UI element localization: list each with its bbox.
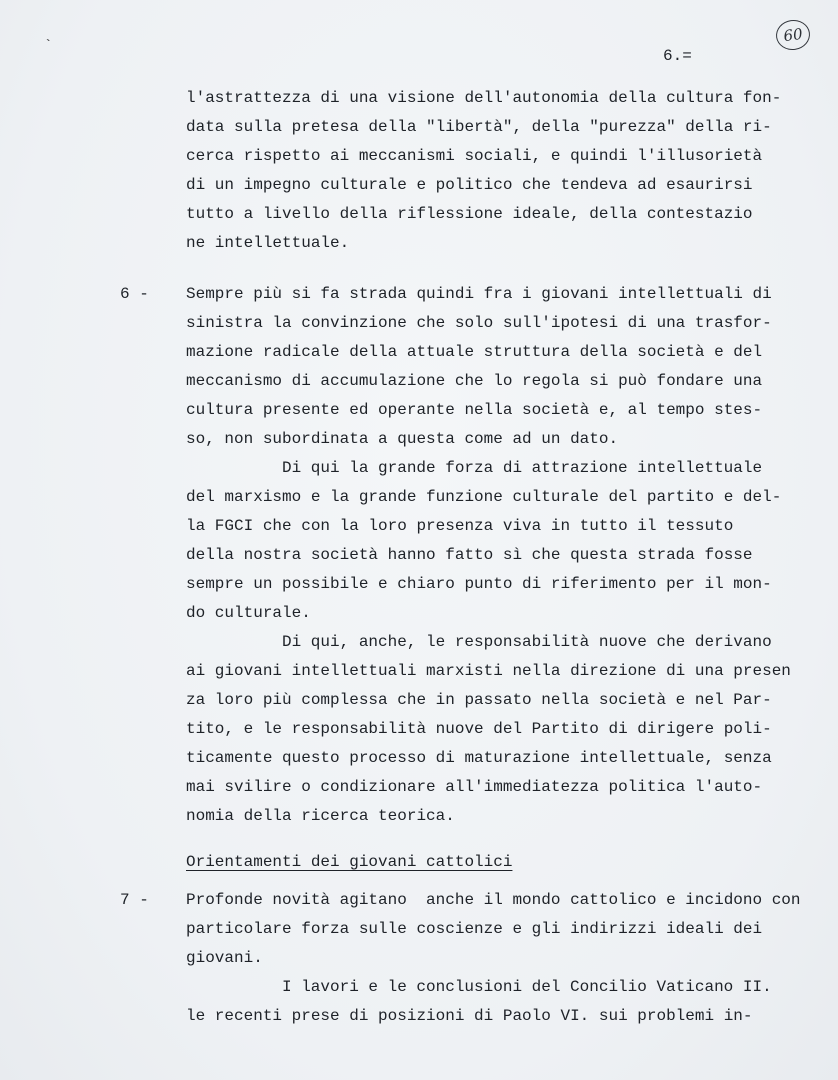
page-number: 6.= <box>663 47 692 65</box>
text-line: le recenti prese di posizioni di Paolo VI. sui problemi in- <box>186 1007 753 1025</box>
text-line: Sempre più si fa strada quindi fra i giovani intellettuali di <box>186 285 772 303</box>
text-line: cerca rispetto ai meccanismi sociali, e quindi l'illusorietà <box>186 147 763 165</box>
text-line: della nostra società hanno fatto sì che questa strada fosse <box>186 546 753 564</box>
text-line: so, non subordinata a questa come ad un dato. <box>186 430 619 448</box>
text-line: do culturale. <box>186 604 311 622</box>
text-line: tito, e le responsabilità nuove del Partito di dirigere poli- <box>186 720 772 738</box>
text-line: tutto a livello della riflessione ideale, della contestazio <box>186 205 753 223</box>
text-line: I lavori e le conclusioni del Concilio Vaticano II. <box>282 978 772 996</box>
text-line: Di qui, anche, le responsabilità nuove che derivano <box>282 633 772 651</box>
text-line: mazione radicale della attuale struttura della società e del <box>186 343 763 361</box>
stray-mark: ` <box>44 38 53 54</box>
text-line: giovani. <box>186 949 263 967</box>
text-line: Di qui la grande forza di attrazione intellettuale <box>282 459 763 477</box>
text-line: di un impegno culturale e politico che tendeva ad esaurirsi <box>186 176 753 194</box>
text-line: ticamente questo processo di maturazione intellettuale, senza <box>186 749 772 767</box>
section-number: 6 - <box>120 285 149 303</box>
text-line: sempre un possibile e chiaro punto di riferimento per il mon- <box>186 575 772 593</box>
text-line: la FGCI che con la loro presenza viva in tutto il tessuto <box>186 517 734 535</box>
text-line: data sulla pretesa della "libertà", della "purezza" della ri- <box>186 118 772 136</box>
section-number: 7 - <box>120 891 149 909</box>
text-line: Profonde novità agitano anche il mondo cattolico e incidono con <box>186 891 801 909</box>
text-line: za loro più complessa che in passato nella società e nel Par- <box>186 691 772 709</box>
text-line: del marxismo e la grande funzione culturale del partito e del- <box>186 488 782 506</box>
text-line: cultura presente ed operante nella società e, al tempo stes- <box>186 401 763 419</box>
text-line: meccanismo di accumulazione che lo regola si può fondare una <box>186 372 763 390</box>
text-line: ne intellettuale. <box>186 234 350 252</box>
archive-stamp: 60 <box>774 18 812 52</box>
text-line: nomia della ricerca teorica. <box>186 807 455 825</box>
text-line: particolare forza sulle coscienze e gli indirizzi ideali dei <box>186 920 763 938</box>
text-line: l'astrattezza di una visione dell'autonomia della cultura fon- <box>186 89 782 107</box>
text-line: sinistra la convinzione che solo sull'ipotesi di una trasfor- <box>186 314 772 332</box>
section-heading: Orientamenti dei giovani cattolici <box>186 853 513 871</box>
text-line: ai giovani intellettuali marxisti nella direzione di una presen <box>186 662 791 680</box>
text-line: mai svilire o condizionare all'immediatezza politica l'auto- <box>186 778 763 796</box>
